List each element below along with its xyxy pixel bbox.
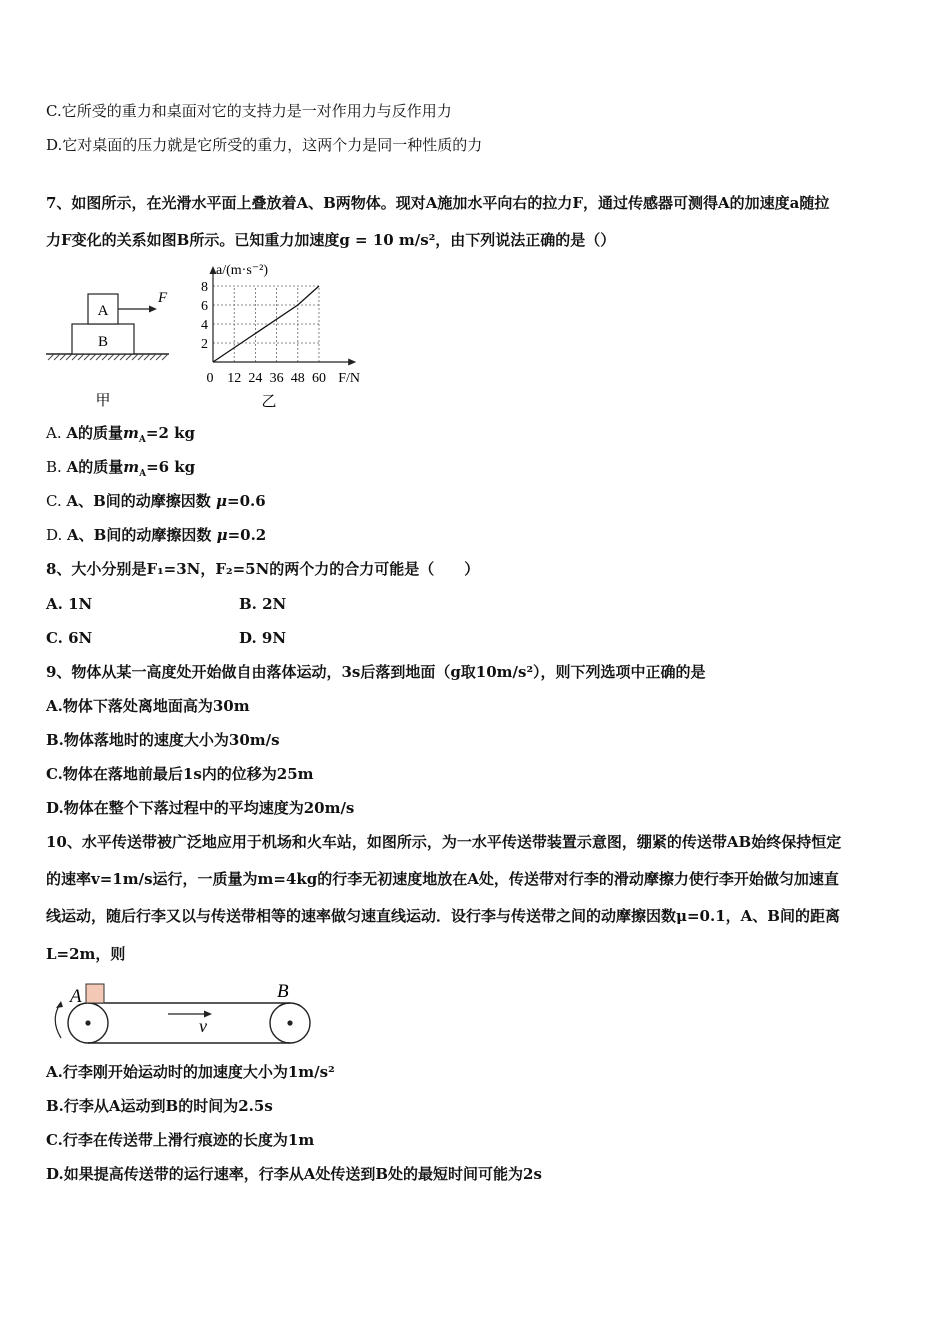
- force-label: F: [158, 290, 168, 306]
- question-10-stem-line4: L=2m，则: [46, 945, 126, 963]
- q7-option-d: D. A、B间的动摩擦因数 μ=0.2: [46, 526, 267, 544]
- block-b-label: B: [97, 334, 109, 350]
- label-a: A: [70, 986, 82, 1007]
- question-8-stem: 8、大小分别是F₁=3N，F₂=5N的两个力的合力可能是（ ）: [46, 560, 480, 578]
- q10-option-c: C.行李在传送带上滑行痕迹的长度为1m: [46, 1131, 315, 1149]
- figure-caption-yi: 乙: [261, 392, 277, 410]
- question-7-stem-line2: 力F变化的关系如图B所示。已知重力加速度g = 10 m/s²，由下列说法正确的是（）: [46, 231, 616, 249]
- figure-blocks: [44, 280, 174, 410]
- block-a-label: A: [97, 303, 109, 319]
- x-tick-label: 36: [269, 371, 284, 386]
- option-d: D.它对桌面的压力就是它所受的重力，这两个力是同一种性质的力: [46, 136, 483, 154]
- x-tick-label: 48: [290, 371, 305, 386]
- q8-option-a: A. 1N: [46, 595, 93, 613]
- question-10-stem-line3: 线运动，随后行李又以与传送带相等的速率做匀速直线运动．设行李与传送带之间的动摩擦因数μ=0.1，A、B间的距离: [46, 907, 840, 925]
- q9-option-c: C.物体在落地前最后1s内的位移为25m: [46, 765, 314, 783]
- option-c: C.它所受的重力和桌面对它的支持力是一对作用力与反作用力: [46, 102, 452, 120]
- q9-option-a: A.物体下落处离地面高为30m: [46, 697, 250, 715]
- q8-option-d: D. 9N: [239, 629, 287, 647]
- y-tick-label: 8: [201, 280, 208, 295]
- y-tick-label: 6: [201, 299, 208, 314]
- q7-option-c: C. A、B间的动摩擦因数 μ=0.6: [46, 492, 266, 510]
- figure-conveyor-belt: [44, 976, 324, 1056]
- q8-option-b: B. 2N: [239, 595, 287, 613]
- q9-option-b: B.物体落地时的速度大小为30m/s: [46, 731, 280, 749]
- y-tick-label: 2: [201, 337, 208, 352]
- label-b: B: [277, 981, 289, 1002]
- q7-option-a: A. A的质量$m_A=2$ kg: [46, 424, 195, 445]
- q10-option-a: A.行李刚开始运动时的加速度大小为1m/s²: [46, 1063, 335, 1081]
- x-tick-label: 0: [206, 371, 214, 386]
- q7-option-b: B. A的质量$m_A=6$ kg: [46, 458, 196, 479]
- q10-option-b: B.行李从A运动到B的时间为2.5s: [46, 1097, 273, 1115]
- question-9-stem: 9、物体从某一高度处开始做自由落体运动，3s后落到地面（g取10m/s²），则下列选项中正确的是: [46, 663, 706, 681]
- y-tick-label: 4: [201, 318, 208, 333]
- luggage-box: [86, 984, 104, 1003]
- chart-a-vs-f: [195, 262, 375, 412]
- question-10-stem-line2: 的速率v=1m/s运行，一质量为m=4kg的行李无初速度地放在A处，传送带对行李的滑动摩擦力使行李开始做匀加速直: [46, 870, 839, 888]
- figure-caption-jia: 甲: [95, 391, 111, 409]
- x-tick-label: 60: [312, 371, 326, 386]
- x-tick-label: 24: [248, 371, 263, 386]
- q10-option-d: D.如果提高传送带的运行速率，行李从A处传送到B处的最短时间可能为2s: [46, 1165, 542, 1183]
- y-axis-label: a/(m·s⁻²): [216, 263, 269, 278]
- question-10-stem-line1: 10、水平传送带被广泛地应用于机场和火车站，如图所示，为一水平传送带装置示意图，绷紧的传送带AB始终保持恒定: [46, 833, 842, 851]
- q8-option-c: C. 6N: [46, 629, 93, 647]
- x-axis-label: F/N: [338, 371, 360, 386]
- question-7-stem-line1: 7、如图所示，在光滑水平面上叠放着A、B两物体。现对A施加水平向右的拉力F，通过传感器可测得A的加速度a随拉: [46, 194, 830, 212]
- q9-option-d: D.物体在整个下落过程中的平均速度为20m/s: [46, 799, 355, 817]
- label-v: v: [199, 1016, 207, 1036]
- x-tick-label: 12: [227, 371, 242, 386]
